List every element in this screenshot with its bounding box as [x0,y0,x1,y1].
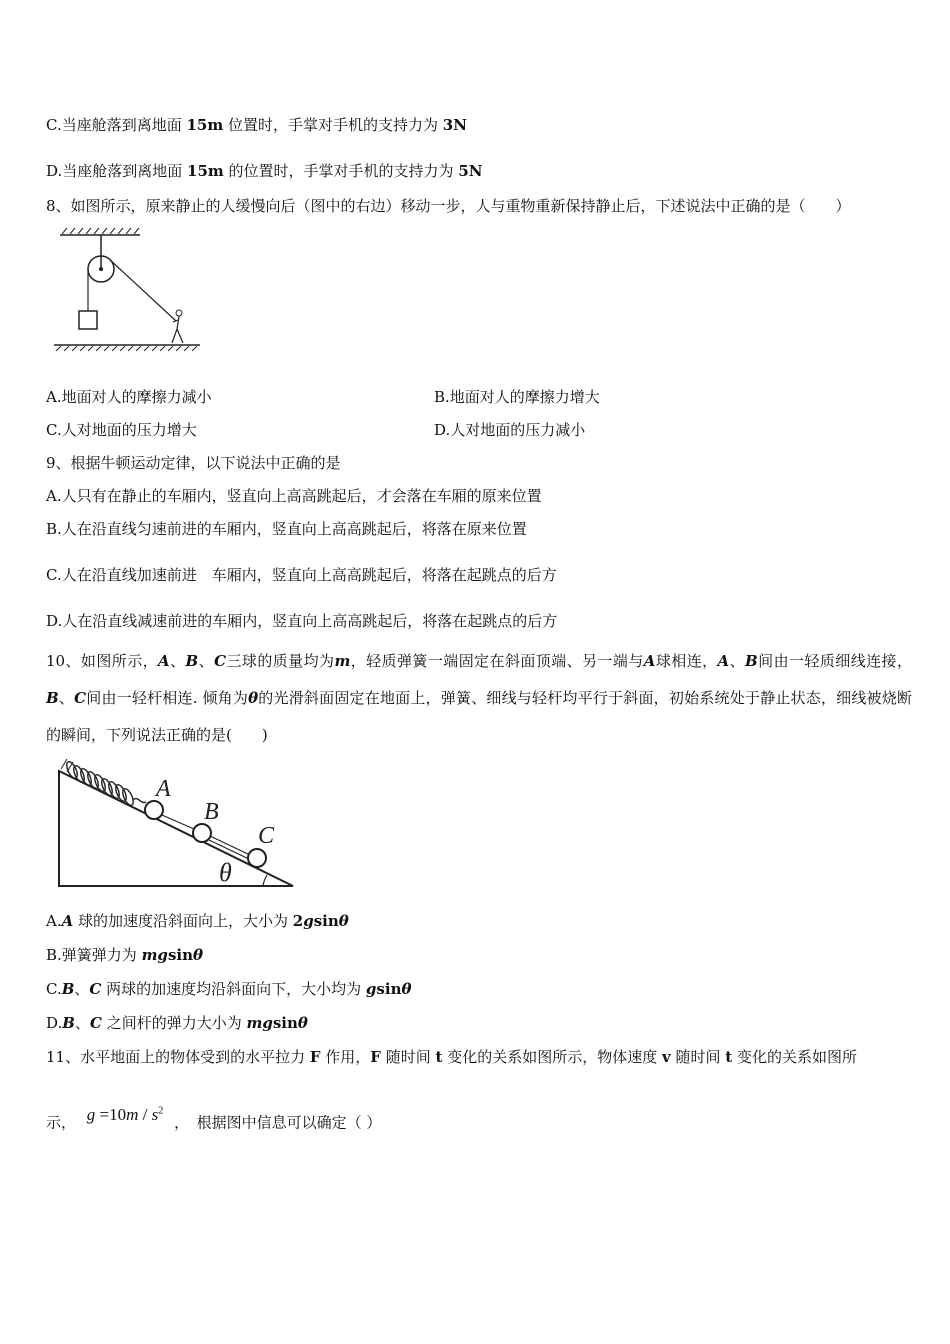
q7-option-c: C.当座舱落到离地面 15m 位置时，手掌对手机的支持力为 3N [46,116,467,134]
q9-stem: 9、根据牛顿运动定律，以下说法中正确的是 [46,454,341,472]
fig-label-c: C [258,823,275,849]
q10-stem: 10、如图所示，A、B、C三球的质量均为m，轻质弹簧一端固定在斜面顶端、另一端与A球相连，A、B间由一轻质细线连接，B、C间由一轻杆相连. 倾角为θ的光滑斜面固定在地面上，弹簧、细线与轻杆均平行于斜面，初始系统处于静止状态，细线被烧断的瞬间，下列说法正确的是( ) [46,652,912,744]
q8-option-d: D.人对地面的压力减小 [434,421,586,439]
gravity-formula: $g =10m / s^2$ [86,1104,164,1124]
q8-option-c: C.人对地面的压力增大 [46,421,197,439]
q10-option-b: B.弹簧弹力为 mgsinθ [46,946,204,964]
q8-stem: 8、如图所示，原来静止的人缓慢向后（图中的右边）移动一步，人与重物重新保持静止后，下述说法中正确的是（ ） [46,197,851,215]
q9-option-d: D.人在沿直线减速前进的车厢内，竖直向上高高跳起后，将落在起跳点的后方 [46,612,558,630]
q10-incline-figure [55,755,300,893]
q7-option-d: D.当座舱落到离地面 15m 的位置时，手掌对手机的支持力为 5N [46,162,483,180]
q10-option-d: D.B、C 之间杆的弹力大小为 mgsinθ [46,1014,308,1032]
fig-label-a: A [156,776,171,802]
fig-label-theta: θ [219,858,232,887]
q11-stem-line2: 示， $g =10m / s^2$ ， 根据图中信息可以确定（ ） [46,1104,382,1132]
fig-label-b: B [204,799,219,825]
q10-option-a: A.A 球的加速度沿斜面向上，大小为 2gsinθ [46,912,349,930]
q8-option-b: B.地面对人的摩擦力增大 [434,388,600,406]
q9-option-b: B.人在沿直线匀速前进的车厢内，竖直向上高高跳起后，将落在原来位置 [46,520,527,538]
q9-option-c: C.人在沿直线加速前进 车厢内，竖直向上高高跳起后，将落在起跳点的后方 [46,566,557,584]
q11-stem-line1: 11、水平地面上的物体受到的水平拉力 F 作用，F 随时间 t 变化的关系如图所示，物体速度 v 随时间 t 变化的关系如图所 [46,1048,857,1066]
q10-option-c: C.B、C 两球的加速度均沿斜面向下，大小均为 gsinθ [46,980,412,998]
q8-pulley-figure [50,225,205,355]
q8-option-a: A.地面对人的摩擦力减小 [46,388,212,406]
q9-option-a: A.人只有在静止的车厢内，竖直向上高高跳起后，才会落在车厢的原来位置 [46,487,542,505]
